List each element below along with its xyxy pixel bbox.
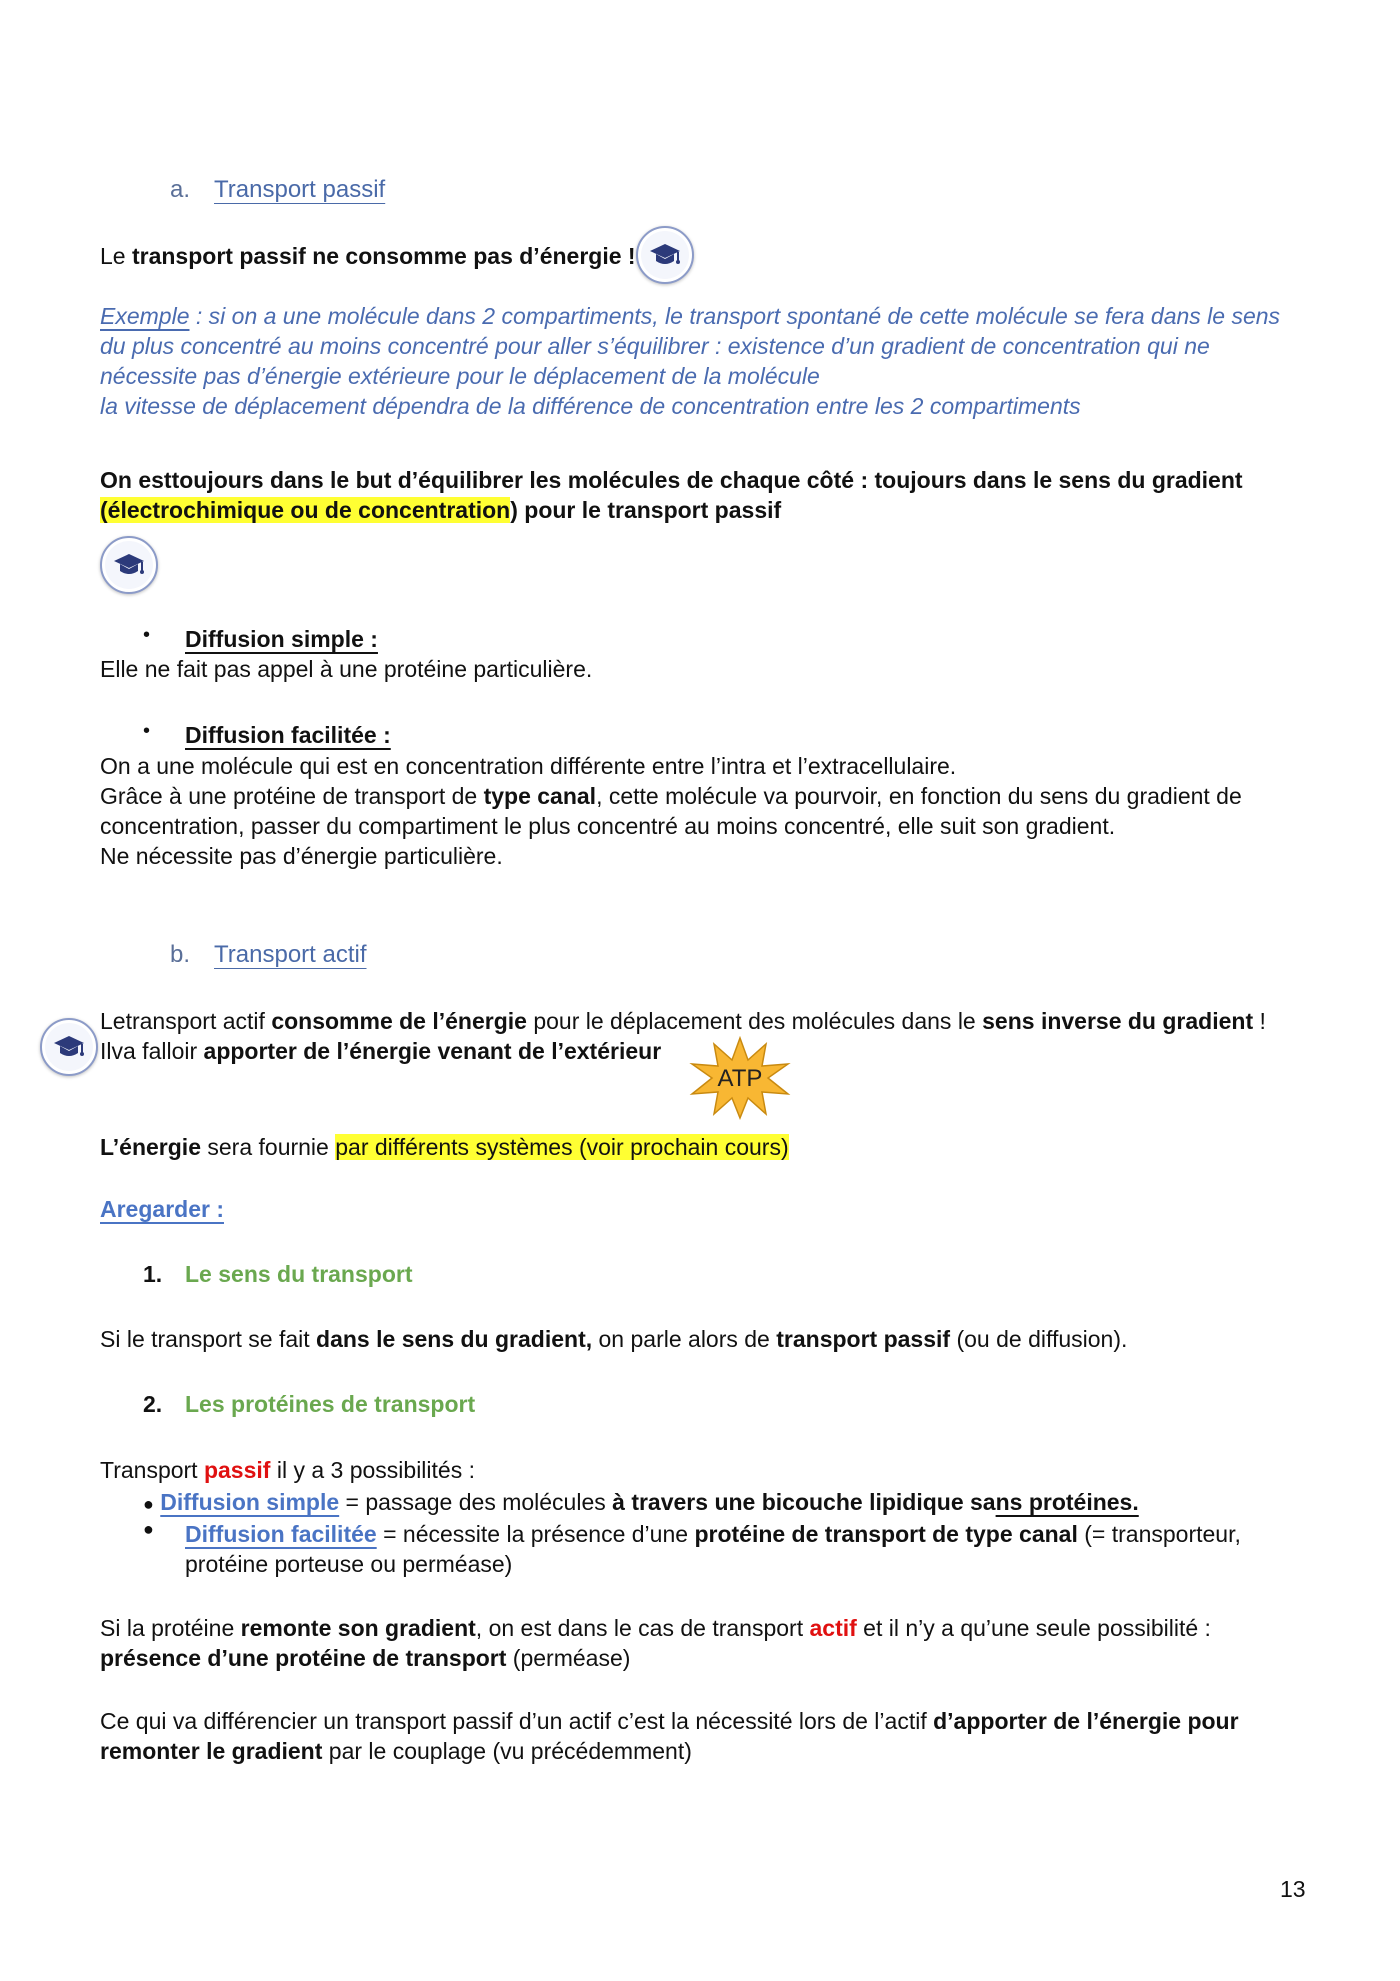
diffusion-simple-link[interactable]: Diffusion simple	[160, 1489, 340, 1515]
active-transport-text: Letransport actif consomme de l’énergie pour le déplacement des molécules dans le sens inverse du gradient ! Ilva falloir apporter de l’énergie venant de l’extérieur	[100, 1008, 1266, 1064]
section-b-title: Transport actif	[214, 941, 367, 968]
sens-text: Si le transport se fait dans le sens du gradient, on parle alors de transport passif (ou de diffusion).	[100, 1326, 1128, 1352]
graduation-cap-icon	[40, 1018, 98, 1076]
list-item-diffusion-facilitee: Diffusion facilitée = nécessite la présence d’une protéine de transport de type canal (= transporteur, protéine porteuse ou perméase)	[185, 1521, 1241, 1577]
section-a-title: Transport passif	[214, 176, 386, 203]
diffusion-simple-title: Diffusion simple :	[185, 626, 378, 652]
difference-text: Ce qui va différencier un transport passif d’un actif c’est la nécessité lors de l’actif d’apporter de l’énergie pour remonter le gradient par le couplage (vu précédemment)	[100, 1708, 1239, 1764]
section-b-letter: b.	[170, 941, 191, 968]
graduation-cap-icon	[636, 226, 694, 284]
highlight-electrochimique: (électrochimique ou de concentration	[100, 497, 511, 523]
bullet: ●	[143, 1519, 154, 1539]
highlight-systemes: par différents systèmes (voir prochain cours)	[335, 1134, 789, 1160]
diffusion-facilitee-text: On a une molécule qui est en concentration différente entre l’intra et l’extracellulaire. Grâce à une protéine de transport de type canal, cette molécule va pourvoir, en fonction du sens du gradient de concentration, passer du compartiment le plus concentré au moins concentré, elle suit son gradient. Ne nécessite pas d’énergie particulière.	[100, 753, 1242, 869]
diffusion-facilitee-link[interactable]: Diffusion facilitée	[185, 1521, 377, 1547]
list-item-diffusion-simple: ● Diffusion simple = passage des molécules à travers une bicouche lipidique sans protéines.	[143, 1489, 1139, 1515]
example-label: Exemple	[100, 303, 190, 329]
remonte-text: Si la protéine remonte son gradient, on est dans le cas de transport actif et il n’y a qu’une seule possibilité : présence d’une protéine de transport (perméase)	[100, 1615, 1211, 1671]
item-2-heading: 2. Les protéines de transport	[143, 1391, 476, 1417]
bullet: •	[143, 624, 151, 646]
diffusion-simple-text: Elle ne fait pas appel à une protéine particulière.	[100, 656, 593, 682]
item-1-heading: 1. Le sens du transport	[143, 1261, 413, 1287]
section-a-letter: a.	[170, 176, 191, 203]
energy-source-text: L’énergie sera fournie par différents systèmes (voir prochain cours)	[100, 1134, 789, 1160]
bullet: •	[143, 720, 151, 742]
diffusion-facilitee-title: Diffusion facilitée :	[185, 722, 391, 748]
section-b-heading	[170, 940, 367, 970]
page-number: 13	[1280, 1876, 1306, 1902]
section-a-heading	[170, 175, 385, 205]
atp-label: ATP	[717, 1065, 763, 1092]
atp-star-icon	[688, 1036, 792, 1120]
aregarder-heading: Aregarder :	[100, 1196, 224, 1222]
gradient-statement: On esttoujours dans le but d’équilibrer les molécules de chaque côté : toujours dans le sens du gradient (électrochimique ou de concentration) pour le transport passif	[100, 467, 1243, 523]
graduation-cap-icon	[100, 536, 158, 594]
example-block: Exemple : si on a une molécule dans 2 compartiments, le transport spontané de cette molécule se fera dans le sens du plus concentré au moins concentré pour aller s’équilibrer : existence d’un gradient de concentration qui ne nécessite pas d’énergie extérieure pour le déplacement de la molécule la vitesse de déplacement dépendra de la différence de concentration entre les 2 compartiments	[100, 303, 1281, 419]
proteines-intro: Transport passif il y a 3 possibilités :	[100, 1457, 475, 1483]
passive-energy-statement: Le transport passif ne consomme pas d’énergie !	[100, 243, 636, 269]
